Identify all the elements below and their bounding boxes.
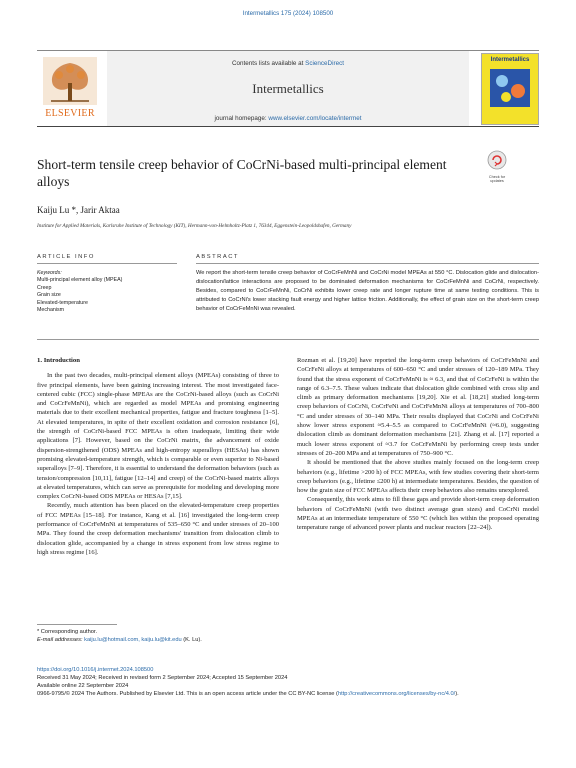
- check-for-updates-badge[interactable]: [484, 150, 510, 184]
- paragraph: Recently, much attention has been placed on the elevated-temperature creep properties of FCC MPEAs [15–18]. For instance, Kang et al. [16] investigated the long-term creep performance of CoCrFeMnNi at temperatures of 535–650 °C and under stresses of 20–100 MPa. They found the creep deformation mechanisms' transition from dislocation climb to dislocation glide, accompanied by a change in stress exponent from low stress regime to high stress regime [16].: [37, 502, 279, 556]
- check-updates-icon: [487, 150, 507, 170]
- contents-prefix: Contents lists available at: [231, 60, 306, 67]
- paper-title: Short-term tensile creep behavior of CoCrNi-based multi-principal element alloys: [37, 157, 447, 189]
- license-link[interactable]: http://creativecommons.org/licenses/by-nc/4.0/: [337, 691, 456, 697]
- paragraph: In the past two decades, multi-principal element alloys (MPEAs) consisting of three to five principal elements, have been gaining increasing interest. The most investigated face-centered cubic (FCC) single-phase MPEAs are the CoCrNi-based alloys (such as CoCrNi and CoCrFeMnNi), which are regarded as model MPEAs and promising engineering materials due to their excellent mechanical properties, fatigue and fracture toughness [1–5]. At elevated temperatures, in spite of their excellent oxidation and corrosion resistance [6], the strength of CoCrNi-based FCC MPEAs is often inadequate, limiting their wide applications [7]. However, based on the CoCrNi matrix, the advancement of oxide dispersion-strengthened (ODS) MPEAs and high-entropy superalloys (HESAs) has shown promising elevated-temperature strength, which is comparable or even superior to Ni-based superalloys [7–9]. Therefore, it is essential to understand the deformation behaviors (such as tension/compression [10,11], fatigue [12–14] and creep) of the CoCrNi-based matrix alloys at elevated temperatures, which can serve as prerequisite for modeling and developing more complex CoCrNi-based ODS MPEAs or HESAs [7,15].: [37, 372, 279, 501]
- contents-line: [107, 60, 469, 67]
- footnote: [37, 628, 539, 644]
- homepage-line: [107, 115, 469, 122]
- elsevier-tree-logo: [37, 53, 103, 123]
- check-updates-label: Check for updates: [488, 175, 506, 184]
- journal-masthead: [37, 50, 539, 127]
- journal-cover-thumbnail[interactable]: [481, 53, 539, 125]
- masthead-center: [107, 51, 469, 126]
- doi-link[interactable]: https://doi.org/10.1016/j.intermet.2024.108500: [37, 667, 154, 673]
- paragraph: Rozman et al. [19,20] have reported the long-term creep behaviors of CoCrFeMnNi and CoCrFeNi alloys at temperatures of 600–650 °C and under stresses of 120–189 MPa. They found that the stress exponent of CoCrFeMnNi is ≈ 6.3, and that of CoCrFeNi is within the range of 6.3–7.5. These values indicate that dislocation glide combined with cross slip and climb as primary deformation mechanisms [19,20]. Xie et al. [18,21] studied long-term creep behaviors of CoCrNi, CoCrFeNi and CoCrFeMnNi alloys at temperatures of 700–800 °C and under stresses of 30–140 MPa. Their results displayed that CoCrNi and CoCrFeNi show lower stress exponent ≈5.4–5.5 as compared to CoCrFeMnNi (≈6.0), suggesting dislocation climb as dominant deformation mechanisms [21]. Zhang et al. [17] reported a much lower stress exponent of ≈3.7 for CoCrFeMnNi by performing creep tests under stresses of 20–200 MPa and at temperatures of 750–900 °C.: [297, 357, 539, 457]
- cover-image-icon: [482, 63, 538, 119]
- email-links[interactable]: kaiju.lu@hotmail.com, kaiju.lu@kit.edu: [84, 637, 182, 643]
- email-line: [37, 636, 539, 644]
- journal-name: Intermetallics: [252, 81, 324, 96]
- paragraph: It should be mentioned that the above studies mainly focused on the long-term creep behaviors (e.g., lifetime >200 h) of FCC MPEAs, with few studies covering their short-term creep behaviors (e.g., lifetime ≤200 h) at intermediate temperatures. Besides, the question of how the grain size of FCC MPEAs affects their creep behaviors also remains unexplored.: [297, 459, 539, 495]
- abstract-text: We report the short-term tensile creep behavior of CoCrFeMnNi and CoCrNi model MPEAs at 550 °C. Dislocation glide and dislocation-dislocation/lattice interactions are proposed to be dominated deformation mechanisms for CoCrFeMnNi and CoCrNi, respectively. Besides, compared to CoCrFeMnNi, CoCrNi exhibits lower creep rate and longer rupture time at same testing conditions. This is attributed to CoCrNi's lower stacking fault energy and higher lattice friction. Additionally, the effect of grain size on the short-term creep behavior of CoCrFeMnNi was revealed.: [196, 270, 539, 312]
- sciencedirect-link[interactable]: ScienceDirect: [305, 60, 344, 67]
- homepage-link[interactable]: www.elsevier.com/locate/intermet: [268, 115, 362, 122]
- author-list[interactable]: Kaiju Lu *, Jarir Aktaa: [37, 205, 120, 215]
- keyword-item: Multi-principal element alloy (MPEA): [37, 277, 123, 284]
- keyword-item: Creep: [37, 284, 52, 291]
- keywords-block: [37, 270, 177, 314]
- article-footer: [37, 666, 539, 698]
- email-suffix: (K. Lu).: [181, 637, 202, 643]
- abstract-heading: ABSTRACT: [196, 254, 239, 260]
- license-suffix: ).: [455, 691, 459, 697]
- keyword-item: Elevated-temperature: [37, 299, 88, 306]
- homepage-prefix: journal homepage:: [214, 115, 269, 122]
- keyword-item: Mechanism: [37, 307, 65, 314]
- left-column: [37, 356, 279, 557]
- abstract-rule: [196, 263, 539, 264]
- affiliation: Institute for Applied Materials, Karlsruhe Institute of Technology (KIT), Hermann-von-Helmholtz-Platz 1, 76344, Eggenstein-Leopoldshafen, Germany: [37, 223, 352, 229]
- keywords-label: Keywords:: [37, 270, 62, 276]
- cover-title: Intermetallics: [490, 57, 530, 63]
- elsevier-tree-icon: [37, 53, 103, 107]
- footnote-rule: [37, 624, 117, 625]
- article-info-rule: [37, 263, 177, 264]
- article-info-heading: ARTICLE INFO: [37, 254, 95, 260]
- elsevier-wordmark: ELSEVIER: [45, 108, 95, 119]
- license-line: [37, 690, 539, 698]
- corresponding-author-note: * Corresponding author.: [37, 629, 98, 635]
- available-online: Available online 22 September 2024: [37, 683, 129, 689]
- right-column: [297, 356, 539, 533]
- received-dates: Received 31 May 2024; Received in revised form 2 September 2024; Accepted 15 September 2024: [37, 675, 288, 681]
- keyword-item: Grain size: [37, 292, 61, 299]
- email-label: E-mail addresses:: [37, 637, 85, 643]
- journal-reference[interactable]: Intermetallics 175 (2024) 108500: [242, 10, 334, 17]
- paragraph: Consequently, this work aims to fill these gaps and provide short-term creep deformation behaviors of CoCrFeMnNi (with two distinct average gran sizes) and CoCrNi model MPEAs at an intermediate temperature of 550 °C (which lies within the proposed operating temperature range of advanced power plants and nuclear reactors [22–24]).: [297, 496, 539, 532]
- introduction-heading: 1. Introduction: [37, 357, 80, 364]
- abstract-bottom-rule: [37, 339, 539, 340]
- license-prefix: 0966-9795/© 2024 The Authors. Published by Elsevier Ltd. This is an open access article under the CC BY-NC license (: [37, 691, 338, 697]
